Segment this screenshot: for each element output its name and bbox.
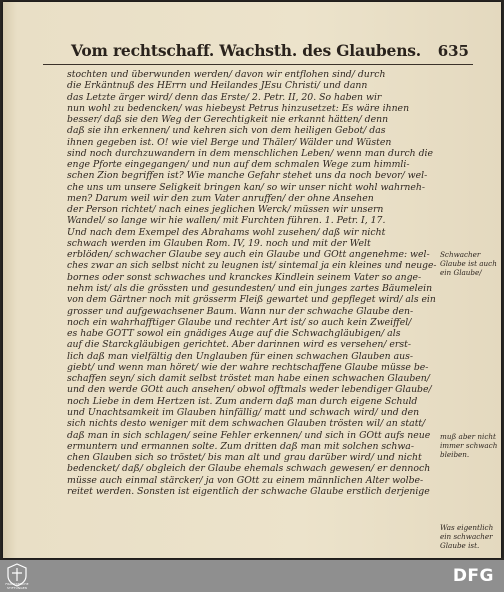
text-line: schwach werden im Glauben Rom. IV, 19. noch und mit der Welt	[67, 237, 371, 249]
text-line: men? Darum weil wir den zum Vater anruffen/ der ohne Ansehen	[67, 192, 374, 204]
text-line: Und nach dem Exempel des Abrahams wohl zusehen/ daß wir nicht	[67, 226, 386, 238]
text-line: noch Liebe in dem Hertzen ist. Zum andern daß man durch eigene Schuld	[67, 395, 418, 407]
text-line: stochten und überwunden werden/ davon wir entflohen sind/ durch	[67, 69, 386, 80]
margin-note	[440, 250, 500, 277]
text-line: grosser und aufgewachsener Baum. Wann nur der schwache Glaube den-	[67, 305, 414, 317]
margin-note-line: muß aber nicht	[440, 432, 496, 441]
dfg-logo: DFG	[452, 566, 494, 586]
margin-note-line: Was eigentlich	[440, 523, 494, 532]
text-line: nehm ist/ als die grössten und gesundesten/ und ein junges zartes Bäumelein	[67, 283, 433, 295]
text-line: es habe GOTT sowol ein gnädiges Auge auf die Schwachgläubigen/ als	[67, 328, 401, 340]
text-line: das Letzte ärger wird/ denn das Erste/ 2. Petr. II, 20. So haben wir	[67, 91, 382, 103]
text-line: daß sie ihn erkennen/ und kehren sich von dem heiligen Gebot/ das	[67, 125, 386, 137]
text-line: reitet werden. Sonsten ist eigentlich der schwache Glaube erstlich derjenige	[67, 485, 430, 497]
margin-note-line: Glaube ist auch	[440, 259, 497, 268]
text-line: che uns um unsere Seligkeit bringen kan/ so wir unser nicht wohl wahrneh-	[67, 181, 426, 193]
text-line: sind noch durchzuwandern in dem menschlichen Leben/ wenn man durch die	[67, 147, 434, 159]
text-line: erblöden/ schwacher Glaube sey auch ein Glaube und GOtt angenehme: wel-	[67, 249, 430, 261]
footer-bar	[0, 560, 504, 592]
text-line: sich nichts desto weniger mit dem schwachen Glauben trösten wil/ an statt/	[67, 418, 426, 430]
text-line: ermuntern und ermannen solte. Zum dritten daß man mit solchen schwa-	[67, 440, 414, 452]
text-line: der Person richtet/ nach eines jeglichen Werck/ müssen wir unsern	[67, 204, 384, 216]
margin-note	[440, 523, 500, 550]
text-line: enge Pforte eingegangen/ und nun auf dem schmalen Wege zum himmli-	[67, 159, 410, 171]
text-line: schen Zion begriffen ist? Wie manche Gefahr stehet uns da noch bevor/ wel-	[67, 170, 428, 182]
text-line: und den werde GOtt auch ansehen/ obwol offtmals weder lebendiger Glaube/	[67, 384, 432, 396]
margin-note-line: bleiben.	[440, 450, 470, 459]
text-line: besser/ daß sie den Weg der Gerechtigkeit nie erkannt hätten/ denn	[67, 114, 389, 126]
text-line: bedencket/ daß/ obgleich der Glaube ehemals schwach gewesen/ er dennoch	[67, 463, 431, 475]
text-line: und Unachtsamkeit im Glauben hinfällig/ matt und schwach wird/ und den	[67, 406, 420, 418]
margin-note-line: ein Glaube/	[440, 268, 482, 277]
margin-note	[440, 432, 500, 459]
text-line: bornes oder sonst schwaches und kranckes Kindlein seinem Vater so ange-	[67, 271, 422, 283]
margin-note-line: Schwacher	[440, 250, 481, 259]
text-line: giebt/ und wenn man höret/ wie der wahre rechtschaffene Glaube müsse be-	[67, 361, 429, 373]
page-number: 635	[437, 42, 469, 60]
library-name: FRANCKESCHE STIFTUNGEN	[5, 582, 29, 590]
running-head: Vom rechtschaff. Wachsth. des Glaubens.	[71, 41, 421, 60]
text-line: ihnen gegeben ist. O! wie viel Berge und Thäler/ Wälder und Wüsten	[67, 136, 392, 148]
text-line: nun wohl zu bedencken/ was hiebeyst Petrus hinzusetzet: Es wäre ihnen	[67, 102, 410, 114]
text-line: von dem Gärtner noch mit grösserm Fleiß gewartet und gepfleget wird/ als ein	[67, 294, 436, 306]
margin-note-line: immer schwach	[440, 441, 498, 450]
scanned-page	[3, 2, 501, 558]
text-line: ches zwar an sich selbst nicht zu leugnen ist/ sintemal ja ein kleines und neuge-	[67, 260, 437, 271]
text-line: die Erkäntnuß des HErrn und Heilandes JEsu Christi/ und dann	[67, 80, 368, 92]
body-text	[67, 69, 437, 497]
text-line: lich daß man vielfältig den Unglauben für einen schwachen Glauben aus-	[67, 350, 414, 362]
page-header	[43, 40, 473, 65]
text-line: auf die Starckgläubigen gerichtet. Aber darinnen wird es versehen/ erst-	[67, 339, 412, 351]
text-line: daß man in sich schlagen/ seine Fehler erkennen/ und sich in GOtt aufs neue	[67, 429, 431, 441]
margin-note-line: ein schwacher	[440, 532, 493, 541]
text-line: noch ein wahrhafftiger Glaube und rechter Art ist/ so auch kein Zweiffel/	[67, 316, 412, 328]
text-line: chen Glauben sich so tröstet/ bis man alt und grau darüber wird/ und nicht	[67, 452, 422, 464]
text-line: schaffen seyn/ sich damit selbst tröstet man habe einen schwachen Glauben/	[67, 373, 430, 385]
margin-note-line: Glaube ist.	[440, 541, 480, 550]
text-line: Wandel/ so lange wir hie wallen/ mit Furchten führen. 1. Petr. I, 17.	[67, 215, 386, 227]
text-line: müsse auch einmal stärcker/ ja von GOtt zu einem männlichen Alter wolbe-	[67, 474, 424, 486]
